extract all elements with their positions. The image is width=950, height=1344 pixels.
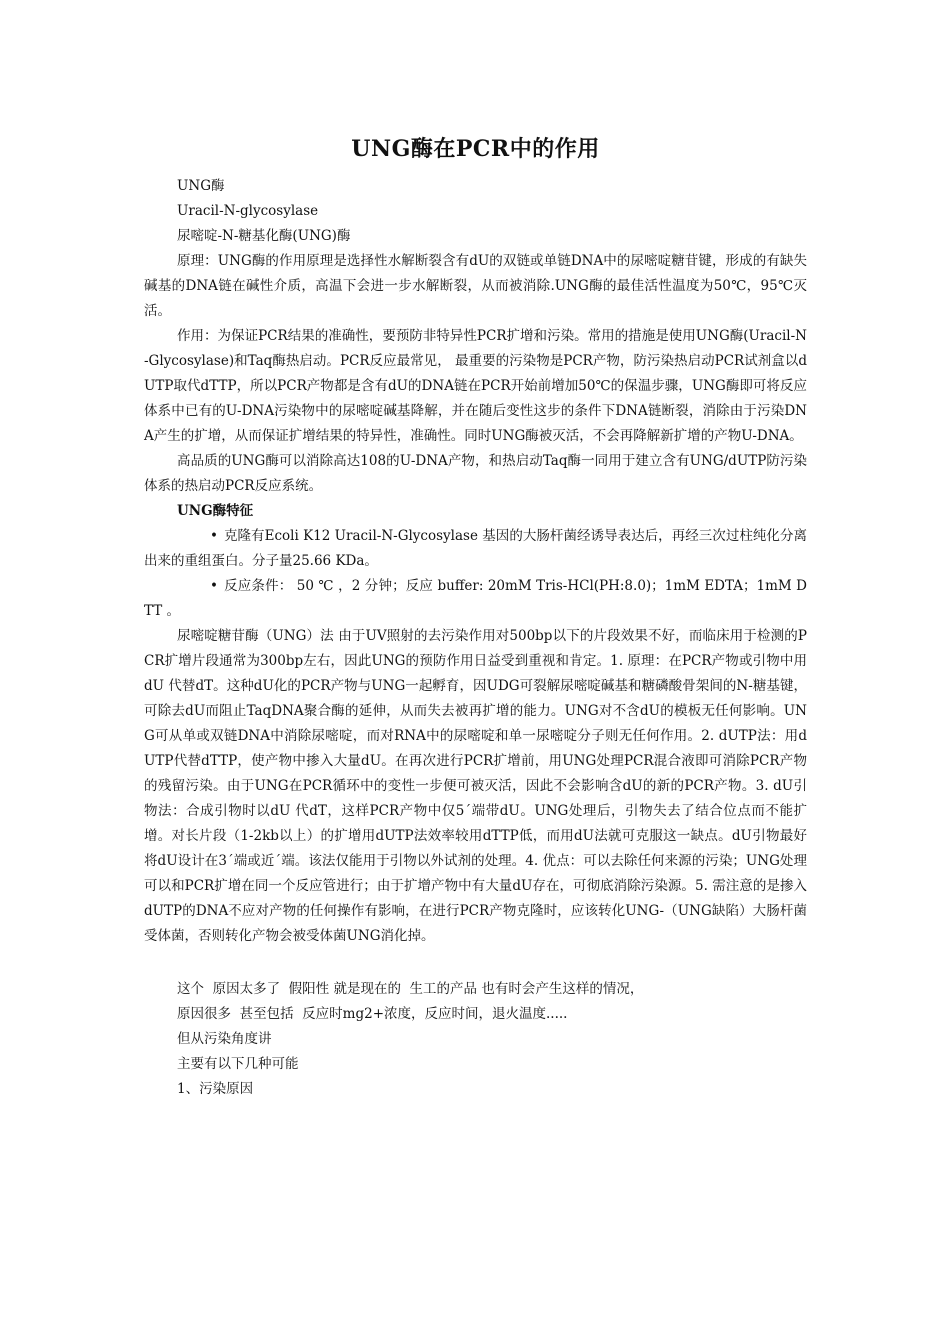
paragraph-quality: 高品质的UNG酶可以消除高达108的U-DNA产物，和热启动Taq酶一同用于建立含有UNG/dUTP防污染体系的热启动PCR反应系统。 [144, 453, 807, 494]
intro-line-enzyme: UNG酶 [177, 178, 225, 194]
feature-bullet-text: 克隆有Ecoli K12 Uracil-N-Glycosylase 基因的大肠杆菌经诱导表达后，再经三次过柱纯化分离出来的重组蛋白。分子量25.66 KDa。 [144, 528, 807, 569]
feature-heading: UNG酶特征 [177, 503, 254, 519]
bullet-icon: • [210, 578, 218, 594]
closing-line: 主要有以下几种可能 [177, 1056, 299, 1072]
paragraph-ung-method: 尿嘧啶糖苷酶（UNG）法 由于UV照射的去污染作用对500bp以下的片段效果不好，而临床用于检测的PCR扩增片段通常为300bp左右，因此UNG的预防作用日益受到重视和肯定。1. 原理：在PCR产物或引物中用dU 代替dT。这种dU化的PCR产物与UNG一起孵育，因UDG可裂解尿嘧啶碱基和糖磷酸骨架间的N-糖基键，可除去dU而阻止TaqDNA聚合酶的延伸，从而失去被再扩增的能力。UNG对不含dU的模板无任何影响。UNG可从单或双链DNA中消除尿嘧啶，而对RNA中的尿嘧啶和单一尿嘧啶分子则无任何作用。2. dUTP法：用dUTP代替dTTP，使产物中掺入大量dU。在再次进行PCR扩增前，用UNG处理PCR混合液即可消除PCR产物的残留污染。由于UNG在PCR循环中的变性一步便可被灭活，因此不会影响含dU的新的PCR产物。3. dU引物法：合成引物时以dU 代dT，这样PCR产物中仅5´端带dU。UNG处理后，引物失去了结合位点而不能扩增。对长片段（1-2kb以上）的扩增用dUTP法效率较用dTTP低，而用dU法就可克服这一缺点。dU引物最好将dU设计在3´端或近´端。该法仅能用于引物以外试剂的处理。4. 优点：可以去除任何来源的污染；UNG处理可以和PCR扩增在同一个反应管进行；由于扩增产物中有大量dU存在，可彻底消除污染源。5. 需注意的是掺入dUTP的DNA不应对产物的任何操作有影响，在进行PCR产物克隆时，应该转化UNG-（UNG缺陷）大肠杆菌受体菌，否则转化产物会被受体菌UNG消化掉。 [144, 628, 807, 944]
document-title: UNG酶在PCR中的作用 [351, 136, 600, 162]
intro-line-chinese-name: 尿嘧啶-N-糖基化酶(UNG)酶 [177, 228, 351, 244]
closing-line: 但从污染角度讲 [177, 1031, 272, 1047]
document-page [144, 128, 807, 1102]
closing-line: 原因很多 甚至包括 反应时mg2+浓度，反应时间，退火温度..... [177, 1006, 568, 1022]
intro-line-english-name: Uracil-N-glycosylase [177, 203, 319, 219]
paragraph-spacer [144, 949, 807, 977]
bullet-icon: • [210, 528, 218, 544]
closing-line: 1、污染原因 [177, 1081, 254, 1097]
paragraph-principle: 原理：UNG酶的作用原理是选择性水解断裂含有dU的双链或单链DNA中的尿嘧啶糖苷键，形成的有缺失碱基的DNA链在碱性介质，高温下会进一步水解断裂，从而被消除.UNG酶的最佳活性温度为50℃，95℃灭活。 [144, 253, 807, 319]
closing-line: 这个 原因太多了 假阳性 就是现在的 生工的产品 也有时会产生这样的情况， [177, 981, 644, 997]
feature-bullet-item [144, 524, 807, 574]
paragraph-function: 作用：为保证PCR结果的准确性，要预防非特异性PCR扩增和污染。常用的措施是使用UNG酶(Uracil-N-Glycosylase)和Taq酶热启动。PCR反应最常见， 最重要的污染物是PCR产物，防污染热启动PCR试剂盒以dUTP取代dTTP，所以PCR产物都是含有dU的DNA链在PCR开始前增加50℃的保温步骤，UNG酶即可将反应体系中已有的U-DNA污染物中的尿嘧啶碱基降解，并在随后变性这步的条件下DNA链断裂，消除由于污染DNA产生的扩增，从而保证扩增结果的特异性，准确性。同时UNG酶被灭活，不会再降解新扩增的产物U-DNA。 [144, 328, 807, 444]
feature-bullet-text: 反应条件： 50 ℃ ，2 分钟；反应 buffer: 20mM Tris-HCl(PH:8.0)；1mM EDTA；1mM DTT 。 [144, 578, 807, 619]
feature-bullet-item [144, 574, 807, 624]
